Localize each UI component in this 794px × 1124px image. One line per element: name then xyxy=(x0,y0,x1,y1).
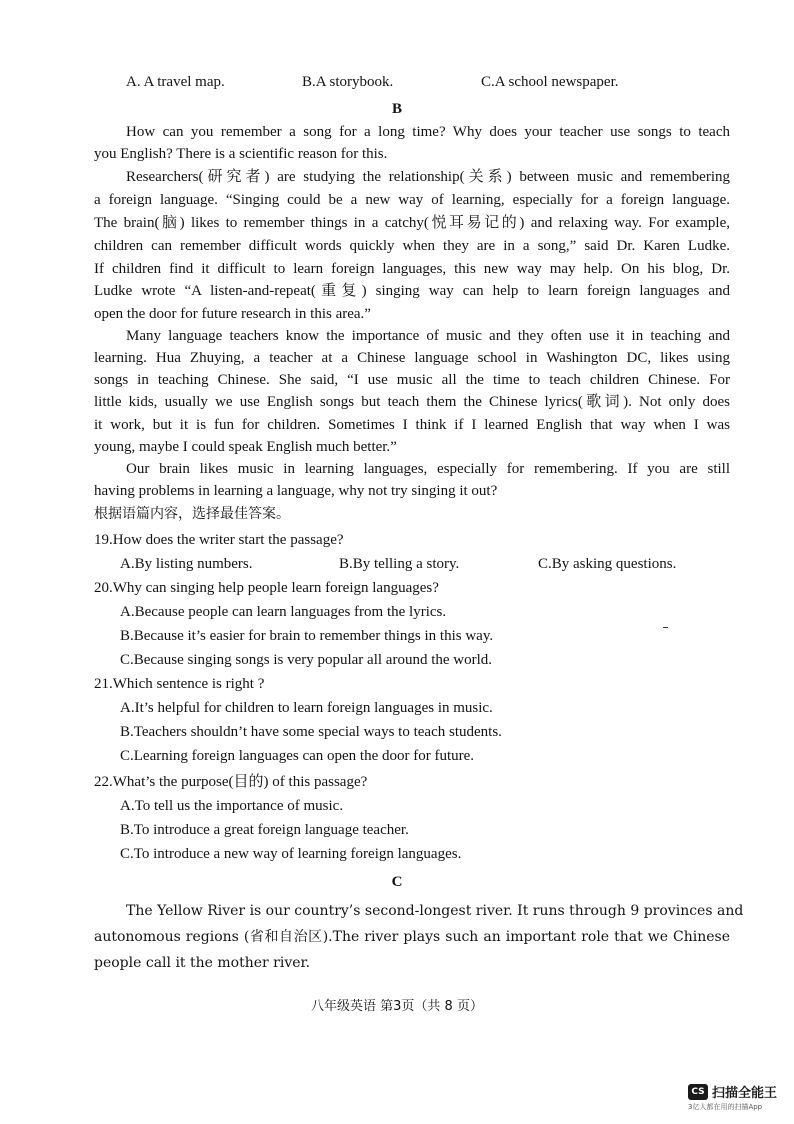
question-19-option-b: B.By telling a story. xyxy=(339,556,460,572)
question-20-option-b: B.Because it’s easier for brain to remember things in this way. xyxy=(120,628,494,644)
question-21-option-a: A.It’s helpful for children to learn foreign languages in music. xyxy=(120,700,493,716)
question-20-option-a: A.Because people can learn languages from the lyrics. xyxy=(120,604,447,620)
passage-b-line: learning. Hua Zhuying, a teacher at a Chinese language school in Washington DC, likes using xyxy=(94,350,730,366)
section-b-heading: B xyxy=(391,101,402,117)
question-22-option-b: B.To introduce a great foreign language teacher. xyxy=(120,822,409,838)
camscanner-logo-icon: CS xyxy=(688,1084,708,1100)
question-22-option-c: C.To introduce a new way of learning foreign languages. xyxy=(120,846,462,862)
question-20-stem: 20.Why can singing help people learn foreign languages? xyxy=(94,580,439,596)
passage-b-line: young, maybe I could speak English much better.” xyxy=(94,439,397,455)
passage-b-line: you English? There is a scientific reason for this. xyxy=(94,146,388,162)
option-a-travel-map: A. A travel map. xyxy=(126,74,225,90)
scanner-tagline: 3亿人都在用的扫描App xyxy=(688,1103,763,1111)
question-22-option-a: A.To tell us the importance of music. xyxy=(120,798,344,814)
option-b-storybook: B.A storybook. xyxy=(302,74,394,90)
question-21-option-c: C.Learning foreign languages can open the door for future. xyxy=(120,748,475,764)
passage-b-line: Ludke wrote “A listen-and-repeat(重复) singing way can help to learn foreign languages and xyxy=(94,283,730,299)
passage-b-line: open the door for future research in this area.” xyxy=(94,306,371,322)
stray-mark xyxy=(663,627,668,628)
passage-c-line: The Yellow River is our country’s second-longest river. It runs through 9 provinces and xyxy=(126,903,744,919)
passage-b-line: The brain(脑) likes to remember things in a catchy(悦耳易记的) and relaxing way. For example, xyxy=(94,215,730,231)
question-21-option-b: B.Teachers shouldn’t have some special ways to teach students. xyxy=(120,724,502,740)
passage-b-line: it work, but it is fun for children. Sometimes I think if I learned English that way when I was xyxy=(94,417,730,433)
instruction: 根据语篇内容，选择最佳答案。 xyxy=(94,506,290,522)
option-c-school-newspaper: C.A school newspaper. xyxy=(481,74,619,90)
passage-b-line: If children find it difficult to learn foreign languages, this new way may help. On his blog, Dr. xyxy=(94,261,730,277)
question-19-option-c: C.By asking questions. xyxy=(538,556,677,572)
page-footer: 八年级英语 第3页（共 8 页） xyxy=(311,999,483,1014)
passage-b-line: little kids, usually we use English songs but teach them the Chinese lyrics(歌词). Not only does xyxy=(94,394,730,410)
passage-b-line: Many language teachers know the importance of music and they often use it in teaching and xyxy=(126,328,730,344)
passage-c-line: autonomous regions (省和自治区).The river plays such an important role that we Chinese xyxy=(94,929,730,945)
section-c-heading: C xyxy=(391,874,403,890)
question-19-option-a: A.By listing numbers. xyxy=(120,556,253,572)
question-20-option-c: C.Because singing songs is very popular all around the world. xyxy=(120,652,493,668)
passage-b-line: How can you remember a song for a long time? Why does your teacher use songs to teach xyxy=(126,124,730,140)
passage-b-line: a foreign language. “Singing could be a new way of learning, especially for a foreign language. xyxy=(94,192,730,208)
scanner-watermark xyxy=(688,1082,777,1101)
passage-b-line: Researchers(研究者) are studying the relationship(关系) between music and remembering xyxy=(126,169,730,185)
scanner-app-name: 扫描全能王 xyxy=(712,1086,778,1101)
passage-b-line: having problems in learning a language, why not try singing it out? xyxy=(94,483,498,499)
passage-b-line: songs in teaching Chinese. She said, “I use music all the time to teach children Chinese. For xyxy=(94,372,730,388)
passage-b-line: children can remember difficult words quickly when they are in a song,” said Dr. Karen Ludke. xyxy=(94,238,730,254)
question-19-stem: 19.How does the writer start the passage? xyxy=(94,532,344,548)
question-21-stem: 21.Which sentence is right ? xyxy=(94,676,265,692)
passage-b-line: Our brain likes music in learning languages, especially for remembering. If you are still xyxy=(126,461,730,477)
passage-c-line: people call it the mother river. xyxy=(94,955,311,971)
question-22-stem: 22.What’s the purpose(目的) of this passage? xyxy=(94,774,368,790)
